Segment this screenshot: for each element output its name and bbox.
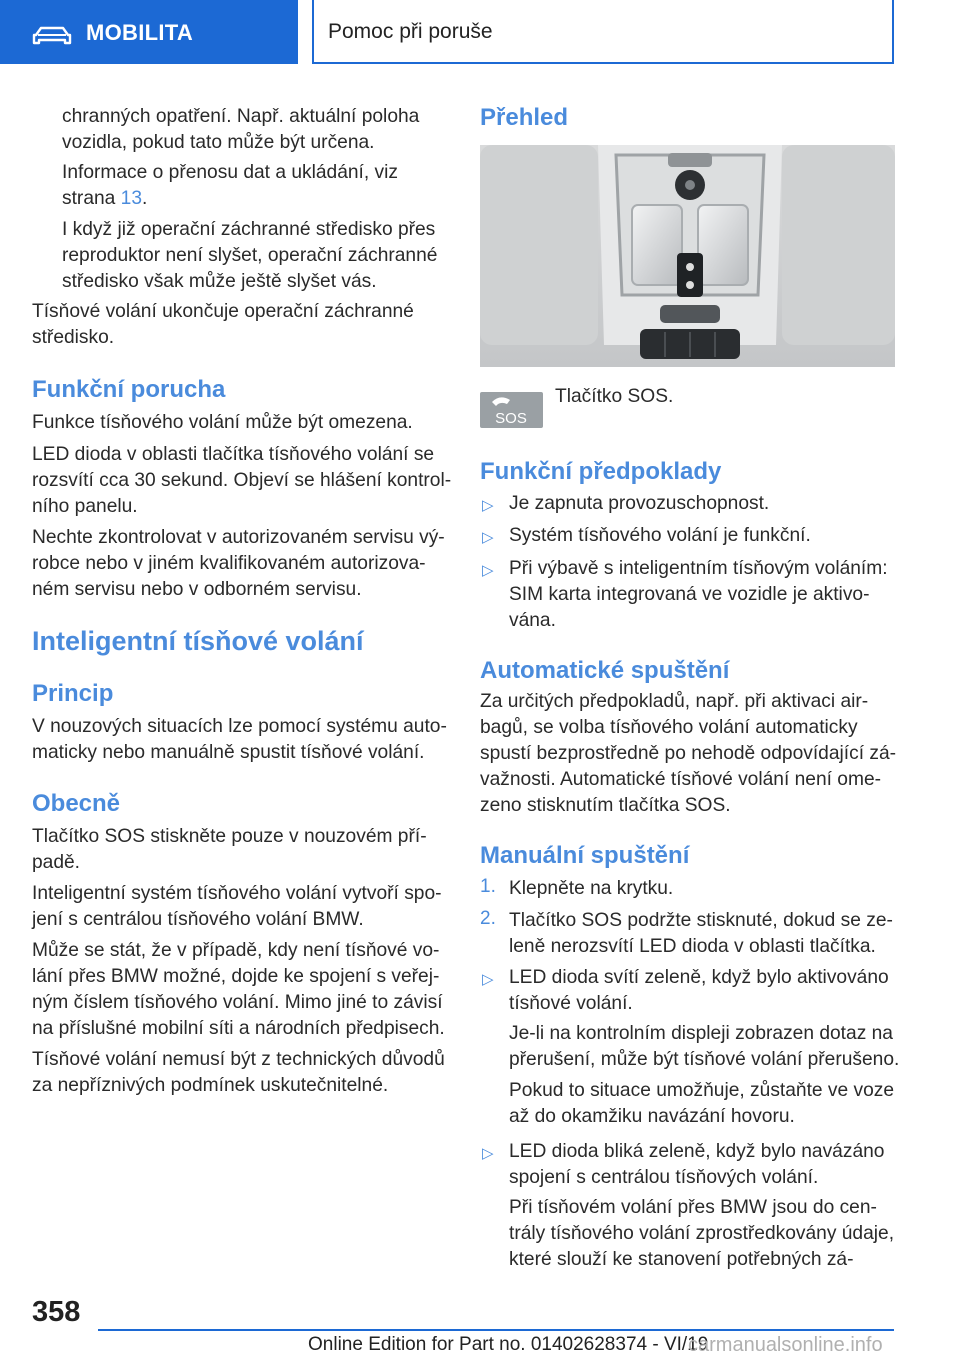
bullet-icon: ▷	[482, 971, 494, 988]
heading-manualni-spusteni: Manuální spuštění	[480, 842, 690, 869]
paragraph: Při tísňovém volání přes BMW jsou do cen- trály tísňového volání zprostředkovány údaje, které slouží ke stanovení potřebných zá-	[509, 1197, 895, 1270]
paragraph: Tlačítko SOS stiskněte pouze v nouzovém pří- padě.	[32, 826, 427, 873]
page-link[interactable]: 13	[120, 188, 143, 209]
paragraph: Pokud to situace umožňuje, zůstaňte ve voze až do okamžiku navázání hovoru.	[509, 1080, 895, 1127]
bullet-icon: ▷	[482, 497, 494, 514]
paragraph: V nouzových situacích lze pomocí systému auto- maticky nebo manuálně spustit tísňové volání.	[32, 716, 447, 763]
paragraph: Tísňové volání nemusí být z technických důvodů za nepříznivých podmínek uskutečnitelné.	[32, 1049, 445, 1096]
bullet-icon: ▷	[482, 529, 494, 546]
svg-text:SOS: SOS	[495, 410, 527, 427]
step-number: 1.	[480, 876, 496, 897]
step-number: 2.	[480, 908, 496, 929]
overhead-console-photo	[480, 145, 895, 367]
paragraph: Tísňové volání ukončuje operační záchranné středisko.	[32, 301, 414, 348]
list-item: Při výbavě s inteligentním tísňovým voláním: SIM karta integrovaná ve vozidle je aktivo- vána.	[509, 558, 888, 631]
list-item: LED dioda svítí zeleně, když bylo aktivováno tísňové volání.	[509, 967, 889, 1014]
chapter-header	[312, 0, 894, 64]
heading-prehled: Přehled	[480, 104, 569, 131]
section-title: MOBILITA	[86, 20, 194, 45]
paragraph: LED dioda v oblasti tlačítka tísňového volání se rozsvítí cca 30 sekund. Objeví se hlášení kontrol- ního panelu.	[32, 444, 452, 517]
car-icon	[32, 26, 72, 46]
list-item: LED dioda bliká zeleně, když bylo navázáno spojení s centrálou tísňových volání.	[509, 1141, 885, 1188]
paragraph: Může se stát, že v případě, kdy není tísňové vo- lání přes BMW možné, dojde ke spojení s veřej- ným číslem tísňového volání. Mimo jiné to závisí na příslušné mobilní síti a národních předpisech.	[32, 940, 445, 1039]
page-number: 358	[32, 1296, 81, 1328]
bullet-icon: ▷	[482, 562, 494, 579]
heading-princip: Princip	[32, 680, 114, 707]
heading-funkcni-porucha: Funkční porucha	[32, 376, 226, 403]
heading-funkcni-predpoklady: Funkční předpoklady	[480, 458, 722, 485]
chapter-title: Pomoc při poruše	[328, 20, 493, 43]
heading-obecne: Obecně	[32, 790, 121, 817]
step-item: Tlačítko SOS podržte stisknuté, dokud se ze- leně nerozsvítí LED dioda v oblasti tlačítka.	[509, 910, 893, 957]
paragraph: Nechte zkontrolovat v autorizovaném servisu vý- robce nebo v jiném kvalifikovaném autorizova- ném servisu nebo v odborném servisu.	[32, 527, 445, 600]
paragraph: Za určitých předpokladů, např. při aktivaci air- bagů, se volba tísňového volání automaticky spustí bezprostředně po nehodě odpovídající zá- važnosti. Automatické tísňové volání není ome- zeno stisknutím tlačítka SOS.	[480, 691, 897, 816]
image-caption: Tlačítko SOS.	[555, 386, 674, 407]
bullet-icon: ▷	[482, 1145, 494, 1162]
paragraph: Funkce tísňového volání může být omezena.	[32, 412, 413, 433]
section-tab	[0, 0, 298, 64]
heading-automaticke-spusteni: Automatické spuštění	[480, 657, 730, 684]
paragraph: Inteligentní systém tísňového volání vytvoří spo- jení s centrálou tísňového volání BMW.	[32, 883, 442, 930]
heading-inteligentni-tisnove-volani: Inteligentní tísňové volání	[32, 626, 364, 656]
step-item: Klepněte na krytku.	[509, 878, 674, 899]
paragraph: Je-li na kontrolním displeji zobrazen dotaz na přerušení, může být tísňové volání přerušeno.	[509, 1023, 900, 1070]
sos-button-icon	[480, 392, 543, 428]
footer-divider	[98, 1329, 894, 1331]
paragraph: I když již operační záchranné středisko přes reproduktor není slyšet, operační záchranné středisko však může ještě slyšet vás.	[62, 219, 438, 292]
paragraph: chranných opatření. Např. aktuální poloha vozidla, pokud tato může být určena.	[62, 106, 420, 153]
watermark: carmanualsonline.info	[688, 1334, 883, 1356]
list-item: Je zapnuta provozuschopnost.	[509, 493, 770, 514]
paragraph: Informace o přenosu dat a ukládání, viz strana 13.	[62, 162, 398, 209]
footer-edition: Online Edition for Part no. 01402628374 - VI/19	[308, 1334, 709, 1355]
list-item: Systém tísňového volání je funkční.	[509, 525, 811, 546]
